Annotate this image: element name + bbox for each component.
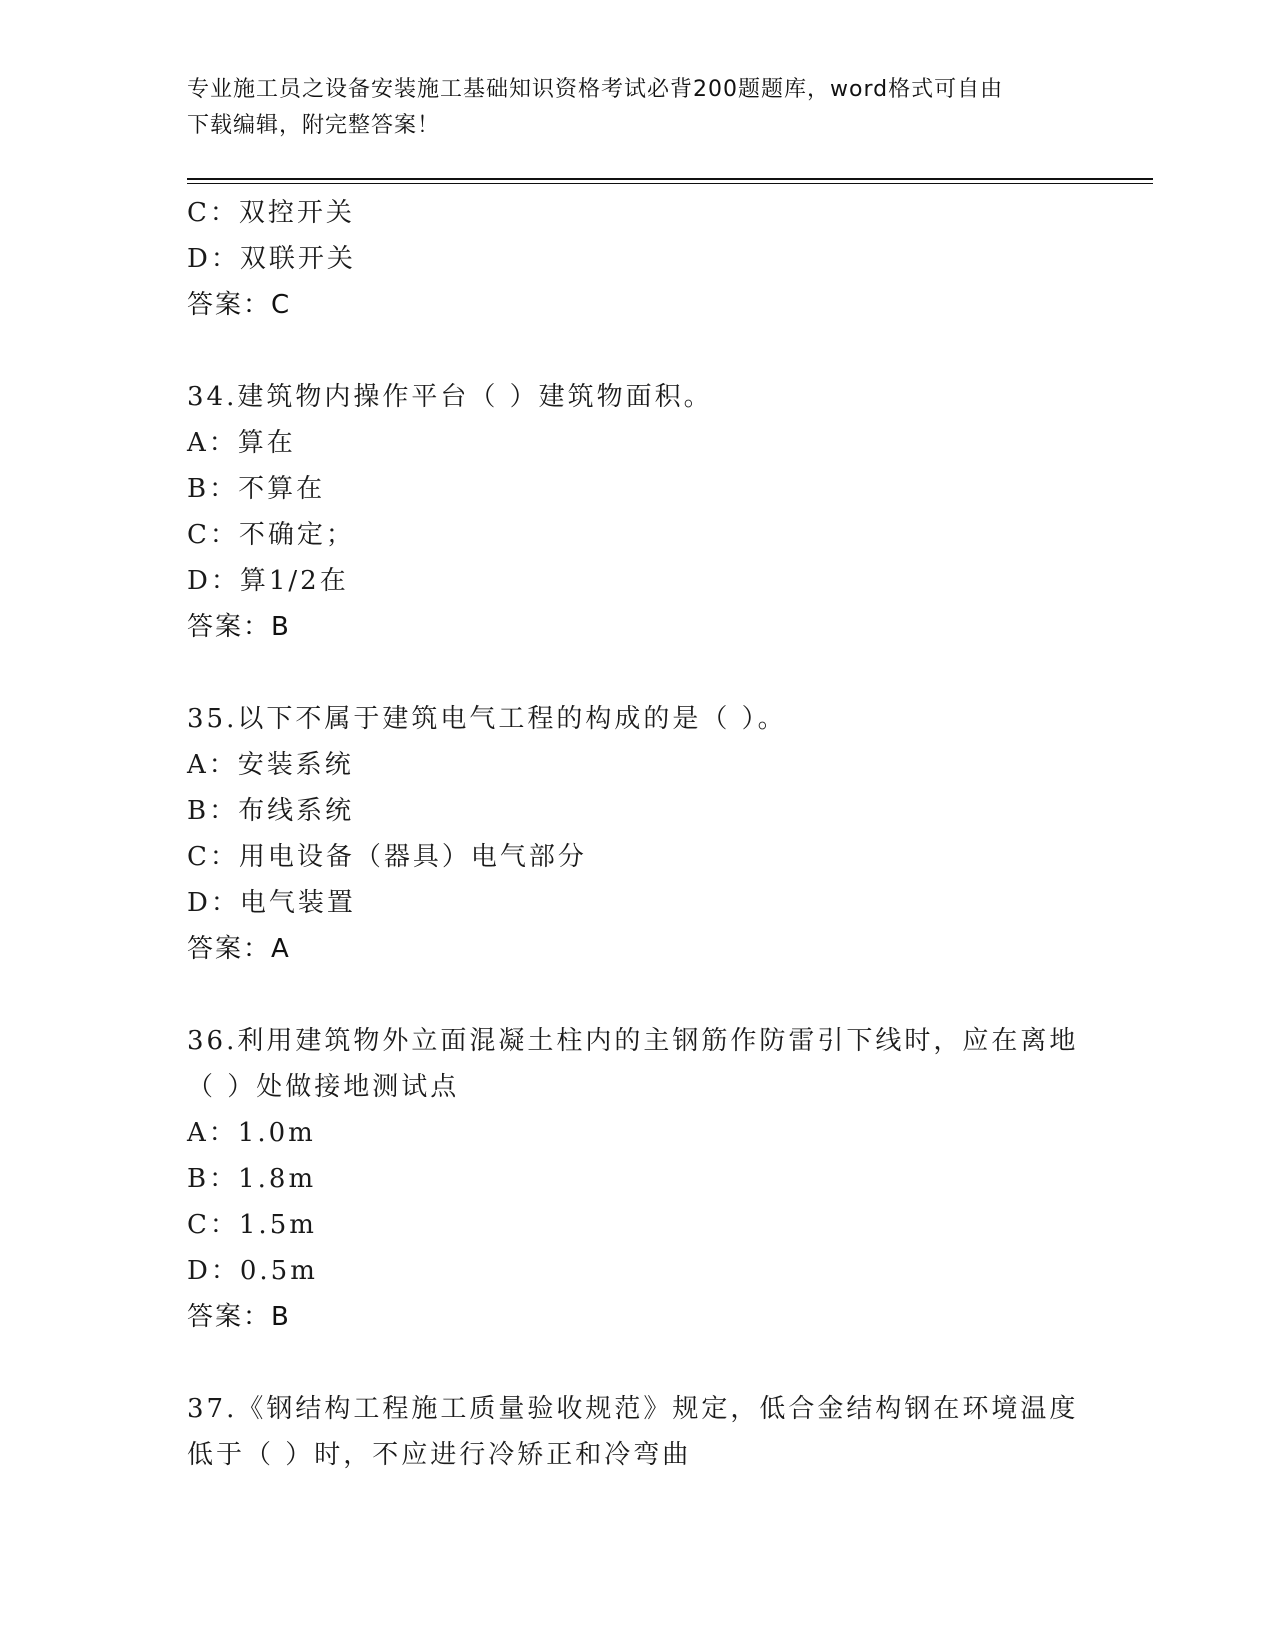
option-c: C：双控开关 [187,198,355,228]
option-d: D：算1/2在 [187,566,349,596]
answer-line: 答案：C [187,290,292,320]
header-rule-thin [187,183,1153,184]
option-b: B：不算在 [187,474,326,504]
question-stem: 34.建筑物内操作平台（ ）建筑物面积。 [187,382,713,412]
question-list [187,190,1087,1478]
answer-line: 答案：B [187,612,291,642]
option-c: C：用电设备（器具）电气部分 [187,842,587,872]
header-rule-thick [187,178,1153,180]
continued-question [187,190,1087,328]
question-35 [187,696,1087,972]
answer-line: 答案：B [187,1302,291,1332]
option-a: A：1.0m [187,1118,316,1148]
question-34 [187,374,1087,650]
option-b: B：1.8m [187,1164,317,1194]
option-a: A：安装系统 [187,750,354,780]
question-stem-line-1: 37.《钢结构工程施工质量验收规范》规定，低合金结构钢在环境温度 [187,1394,1079,1424]
option-c: C：不确定； [187,520,355,550]
question-stem-line-1: 36.利用建筑物外立面混凝土柱内的主钢筋作防雷引下线时，应在离地 [187,1026,1079,1056]
option-b: B：布线系统 [187,796,355,826]
question-37 [187,1386,1087,1478]
question-stem: 35.以下不属于建筑电气工程的构成的是（ ）。 [187,704,787,734]
question-stem-line-2: 低于（ ）时，不应进行冷矫正和冷弯曲 [187,1440,692,1470]
option-d: D：电气装置 [187,888,356,918]
header-line-2: 下载编辑，附完整答案！ [187,113,441,138]
option-d: D：0.5m [187,1256,318,1286]
option-d: D：双联开关 [187,244,356,274]
header-line-1: 专业施工员之设备安装施工基础知识资格考试必背200题题库，word格式可自由 [187,77,1004,102]
question-36 [187,1018,1087,1340]
document-header [187,72,1087,144]
option-c: C：1.5m [187,1210,317,1240]
option-a: A：算在 [187,428,296,458]
answer-line: 答案：A [187,934,291,964]
question-stem-line-2: （ ）处做接地测试点 [187,1072,460,1102]
